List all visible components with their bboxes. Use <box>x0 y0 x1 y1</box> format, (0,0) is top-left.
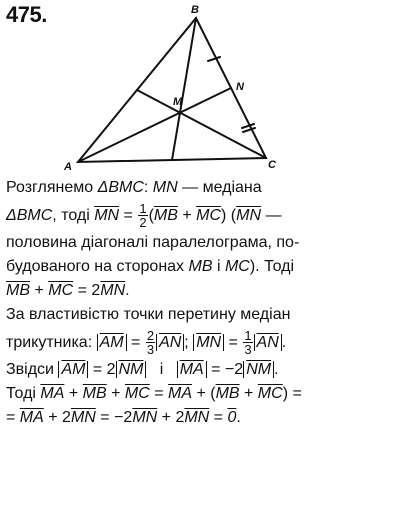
text-fragment: 2 <box>139 215 147 231</box>
text-fragment: $\overline{MC}$ <box>124 385 150 402</box>
text-fragment: трикутника: <box>6 334 97 351</box>
median-from-b <box>172 18 196 160</box>
text-fragment: $\overline{NM}$ <box>246 361 272 378</box>
text-fragment <box>193 334 224 351</box>
line-5 <box>6 279 398 303</box>
tick-nc-1 <box>242 124 254 128</box>
text-fragment <box>58 361 88 378</box>
text-fragment: $\overline{MN}$ <box>196 334 222 351</box>
line-1 <box>6 176 398 200</box>
text-fragment: + <box>239 385 258 402</box>
text-fragment: + 2 <box>157 409 185 426</box>
problem-number: 475. <box>6 2 47 27</box>
text-fragment: $\overline{AM}$ <box>99 334 124 351</box>
text-fragment: $\overline{MA}$ <box>168 385 192 402</box>
text-fragment: ). Тоді <box>249 258 295 275</box>
text-fragment: $\overline{MN}$ <box>236 207 262 224</box>
text-fragment: $\overline{MA}$ <box>19 409 44 426</box>
text-fragment: $\overline{MB}$ <box>6 282 30 299</box>
line-7 <box>6 327 398 358</box>
text-fragment: — медіана <box>177 179 262 196</box>
text-fragment <box>146 329 155 356</box>
text-fragment <box>243 329 252 356</box>
line-8 <box>6 358 398 382</box>
text-fragment: = −2 <box>206 361 244 378</box>
text-fragment: 0 <box>227 409 237 426</box>
text-fragment: і <box>146 361 177 378</box>
text-fragment: = −2 <box>95 409 133 426</box>
text-fragment: $\overline{MB}$ <box>215 385 240 402</box>
text-fragment: $\overline{MB}$ <box>82 385 107 402</box>
text-fragment: + ( <box>192 385 216 402</box>
point-label-m: M <box>173 96 183 108</box>
text-fragment: MN <box>152 179 178 196</box>
text-fragment: = <box>126 334 145 351</box>
text-fragment: . <box>274 361 279 378</box>
text-fragment <box>156 334 184 351</box>
text-fragment: $\overline{AN}$ <box>159 334 182 351</box>
text-fragment: + 2 <box>43 409 71 426</box>
text-fragment: $\overline{MB}$ <box>153 207 178 224</box>
text-fragment: $\overline{MN}$ <box>70 409 96 426</box>
point-label-n: N <box>236 81 244 93</box>
text-fragment: MB <box>188 258 213 275</box>
text-fragment: $\overline{MA}$ <box>40 385 65 402</box>
text-fragment: і <box>212 258 225 275</box>
text-fragment: 3 <box>244 342 252 358</box>
text-fragment: = <box>224 334 243 351</box>
text-fragment: = <box>119 207 138 224</box>
text-fragment: — <box>261 207 282 224</box>
text-fragment: + <box>64 385 83 402</box>
text-fragment: будованого на сторонах <box>6 258 189 275</box>
text-fragment: $\overline{MN}$ <box>132 409 158 426</box>
text-fragment: = 2 <box>73 282 101 299</box>
text-fragment: ( <box>148 207 154 224</box>
text-fragment: $\overline{MN}$ <box>100 282 126 299</box>
line-6: За властивістю точки перетину медіан <box>6 306 291 323</box>
text-fragment: 2 <box>146 328 155 344</box>
text-fragment: 1 <box>139 201 147 217</box>
text-fragment: = <box>6 409 20 426</box>
solution-text <box>6 176 398 430</box>
triangle-figure <box>0 0 400 176</box>
text-fragment: ΔBMC <box>97 179 144 196</box>
text-fragment: + <box>177 207 197 224</box>
text-fragment <box>243 361 274 378</box>
text-fragment <box>116 361 147 378</box>
text-fragment: $\overline{MC}$ <box>196 207 222 224</box>
line-10 <box>6 406 398 430</box>
fraction-one-half <box>138 202 147 229</box>
text-fragment: . <box>236 409 241 426</box>
text-fragment: ; <box>184 334 194 351</box>
text-fragment: $\overline{MC}$ <box>48 282 74 299</box>
text-fragment: $\overline{MC}$ <box>257 385 283 402</box>
text-fragment: . <box>125 282 130 299</box>
line-2 <box>6 200 398 231</box>
text-fragment <box>97 334 127 351</box>
text-fragment: = <box>209 409 228 426</box>
text-fragment: : <box>143 179 153 196</box>
text-fragment: MC <box>224 258 250 275</box>
text-fragment <box>177 361 207 378</box>
text-fragment: ΔBMC <box>6 207 53 224</box>
vertex-label-a: A <box>64 161 72 173</box>
text-fragment: $\overline{AM}$ <box>61 361 86 378</box>
text-fragment: $\overline{AN}$ <box>256 334 279 351</box>
text-fragment: $\overline{MA}$ <box>179 361 204 378</box>
text-fragment: 3 <box>146 342 155 358</box>
text-fragment: . <box>281 334 287 351</box>
text-fragment: Розглянемо <box>6 179 98 196</box>
text-fragment: + <box>30 282 49 299</box>
line-4 <box>6 255 398 279</box>
text-fragment: + <box>106 385 125 402</box>
text-fragment: = 2 <box>88 361 116 378</box>
vertex-label-b: B <box>191 4 199 16</box>
text-fragment: $\overline{MN}$ <box>184 409 210 426</box>
line-9 <box>6 382 398 406</box>
vertex-label-c: C <box>268 159 276 171</box>
text-fragment: ) = <box>282 385 302 402</box>
text-fragment: = <box>149 385 168 402</box>
text-fragment <box>254 334 282 351</box>
line-3: половина діагоналі паралелограма, по- <box>6 234 300 251</box>
text-fragment: Звідси <box>6 361 59 378</box>
text-fragment: Тоді <box>6 385 41 402</box>
text-fragment: ) ( <box>221 207 237 224</box>
text-fragment: , тоді <box>52 207 95 224</box>
text-fragment: 1 <box>244 328 252 344</box>
text-fragment: $\overline{NM}$ <box>118 361 144 378</box>
text-fragment: $\overline{MN}$ <box>94 207 120 224</box>
